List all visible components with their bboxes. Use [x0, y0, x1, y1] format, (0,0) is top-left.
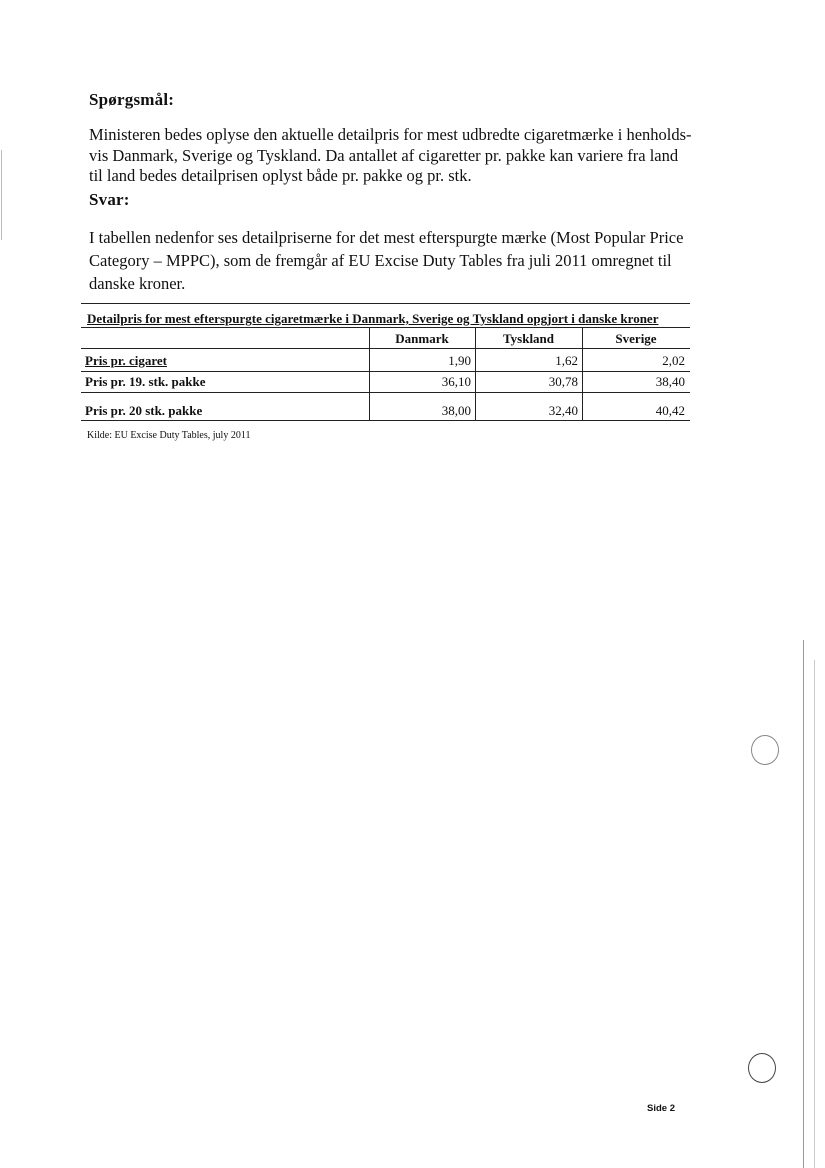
table-source-note: Kilde: EU Excise Duty Tables, july 2011	[87, 430, 251, 441]
column-header-sverige: Sverige	[615, 331, 657, 346]
question-heading: Spørgsmål:	[89, 90, 175, 109]
table-cell: 2,02	[662, 353, 685, 368]
table-title: Detailpris for mest efterspurgte cigaretmærke i Danmark, Sverige og Tyskland opgjort i danske kroner	[87, 311, 659, 326]
question-text	[89, 125, 692, 187]
row-label: Pris pr. cigaret	[85, 353, 167, 368]
table-top-rule	[81, 303, 690, 304]
table-title-rule	[81, 327, 690, 328]
table-row-rule	[81, 371, 690, 372]
table-cell: 1,90	[448, 353, 471, 368]
table-cell: 38,40	[655, 374, 685, 389]
answer-line: I tabellen nedenfor ses detailpriserne for det mest efterspurgte mærke (Most Popular Price	[89, 228, 684, 247]
table-cell: 38,00	[441, 403, 471, 418]
answer-text	[89, 226, 689, 295]
answer-heading: Svar:	[89, 190, 130, 209]
row-label: Pris pr. 19. stk. pakke	[85, 374, 206, 389]
table-cell: 1,62	[555, 353, 578, 368]
scan-edge-mark	[803, 640, 804, 1168]
row-label: Pris pr. 20 stk. pakke	[85, 403, 203, 418]
table-cell: 30,78	[548, 374, 578, 389]
price-table	[81, 303, 690, 423]
table-cell: 40,42	[655, 403, 685, 418]
punch-hole-icon	[751, 735, 779, 765]
question-line: vis Danmark, Sverige og Tyskland. Da antallet af cigaretter pr. pakke kan variere fra land	[89, 145, 679, 165]
scan-edge-mark	[814, 660, 815, 1168]
table-cell: 36,10	[441, 374, 471, 389]
table-cell: 32,40	[548, 403, 578, 418]
page-number: Side 2	[647, 1103, 675, 1114]
scan-edge-mark	[1, 150, 2, 240]
table-row-rule	[81, 392, 690, 393]
punch-hole-icon	[748, 1053, 776, 1083]
answer-line: Category – MPPC), som de fremgår af EU Excise Duty Tables fra juli 2011 omregnet til	[89, 251, 672, 270]
question-line: til land bedes detailprisen oplyst både pr. pakke og pr. stk.	[89, 166, 472, 185]
column-header-danmark: Danmark	[395, 331, 449, 346]
table-header-rule	[81, 348, 690, 349]
table-bottom-rule	[81, 420, 690, 421]
answer-line: danske kroner.	[89, 274, 186, 293]
question-line: Ministeren bedes oplyse den aktuelle detailpris for mest udbredte cigaretmærke i henholds-	[89, 125, 692, 144]
column-header-tyskland: Tyskland	[502, 331, 555, 346]
